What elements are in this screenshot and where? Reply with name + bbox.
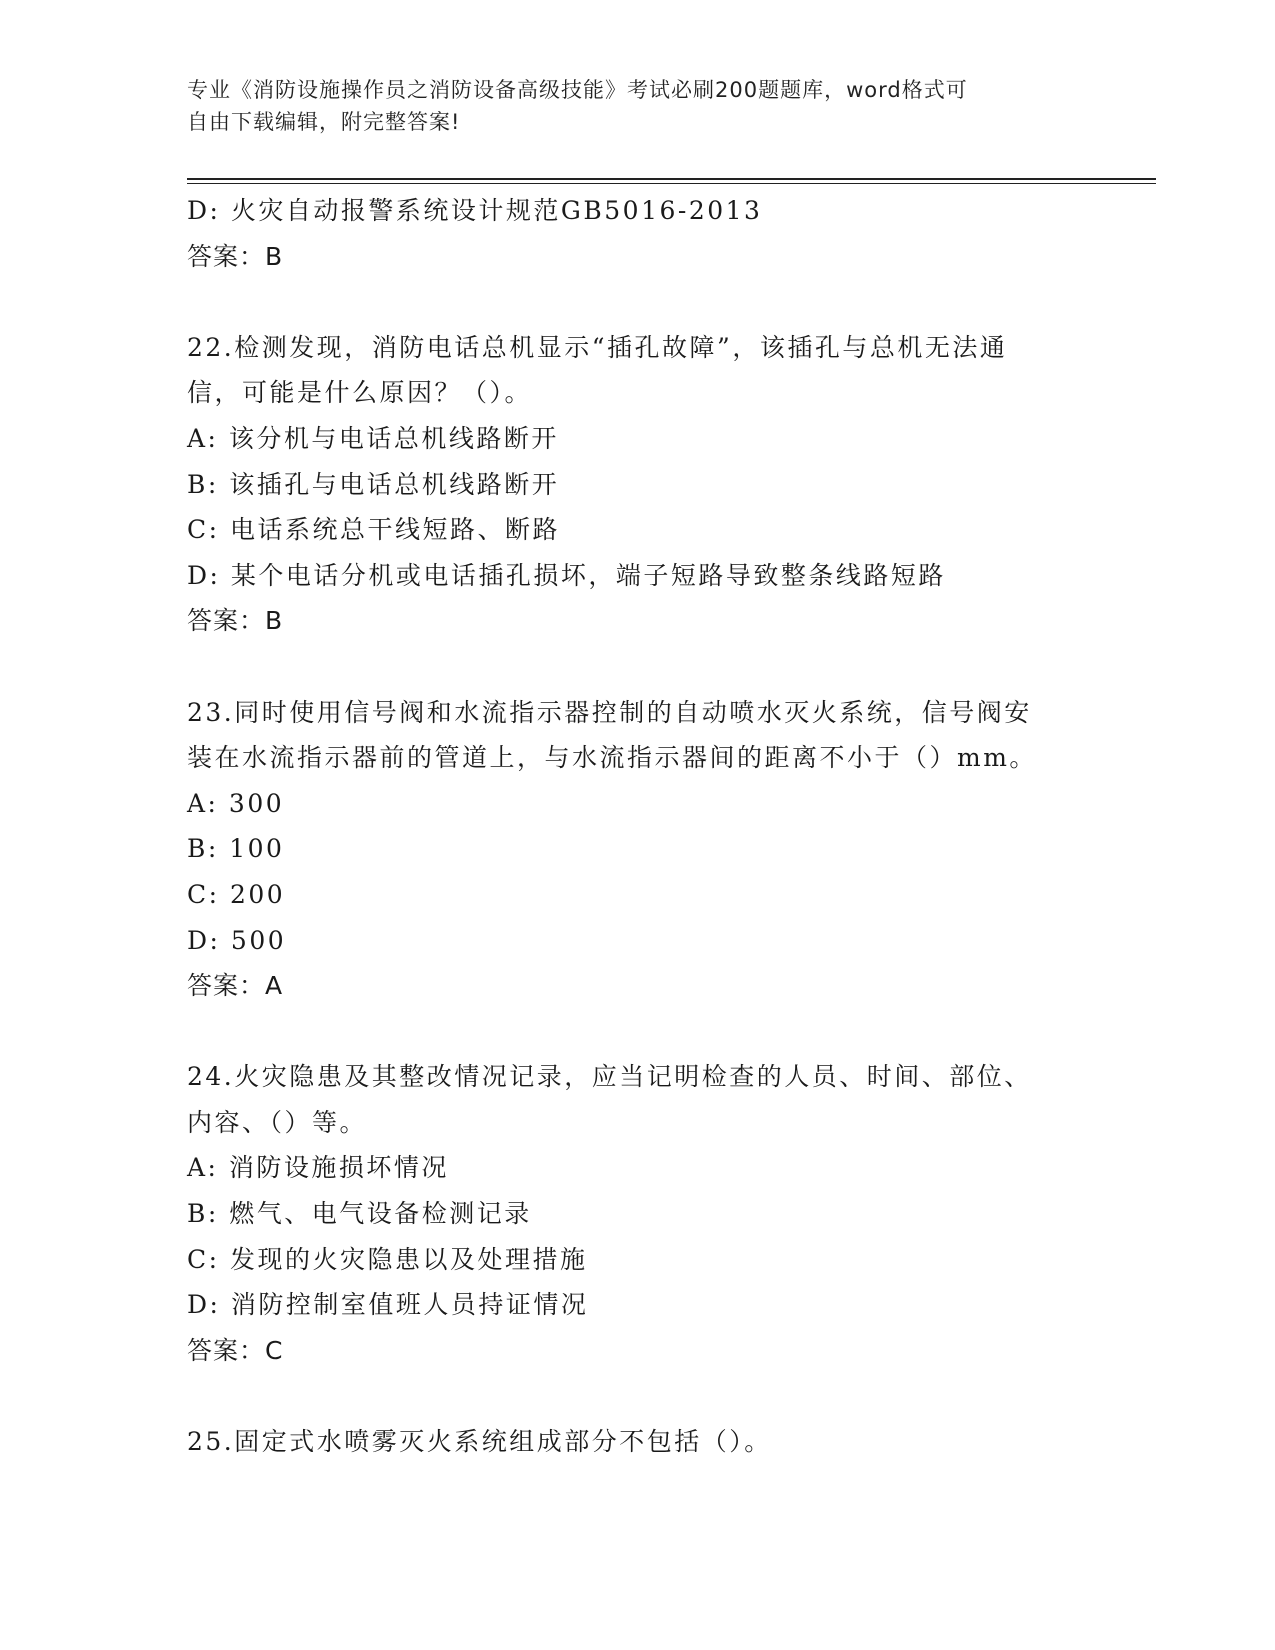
prev-question-option-d: D: 火灾自动报警系统设计规范GB5016-2013 bbox=[187, 196, 763, 225]
header-divider-thick bbox=[187, 178, 1156, 180]
option-d: D: 500 bbox=[187, 925, 287, 955]
question-answer: 答案：C bbox=[187, 1335, 284, 1365]
option-d: D: 某个电话分机或电话插孔损坏，端子短路导致整条线路短路 bbox=[187, 560, 946, 590]
question-23 bbox=[187, 690, 1087, 1009]
question-answer: 答案：A bbox=[187, 971, 284, 1001]
question-stem: 内容、（）等。 bbox=[187, 1107, 368, 1137]
option-b: B: 该插孔与电话总机线路断开 bbox=[187, 469, 560, 499]
question-stem: 25.固定式水喷雾灭火系统组成部分不包括（）。 bbox=[187, 1427, 772, 1457]
question-stem: 信，可能是什么原因？（）。 bbox=[187, 378, 533, 408]
option-b: B: 燃气、电气设备检测记录 bbox=[187, 1199, 532, 1229]
question-24 bbox=[187, 1054, 1087, 1373]
question-25 bbox=[187, 1419, 1087, 1465]
document-body bbox=[187, 188, 1087, 1465]
header-line-2: 自由下载编辑，附完整答案! bbox=[187, 110, 461, 134]
header-divider-thin bbox=[187, 183, 1156, 184]
question-stem: 23.同时使用信号阀和水流指示器控制的自动喷水灭火系统，信号阀安 bbox=[187, 697, 1032, 727]
question-stem: 24.火灾隐患及其整改情况记录，应当记明检查的人员、时间、部位、 bbox=[187, 1062, 1032, 1092]
prev-question-answer: 答案：B bbox=[187, 241, 284, 271]
document-header bbox=[187, 74, 1067, 138]
question-answer: 答案：B bbox=[187, 606, 284, 636]
option-a: A: 消防设施损坏情况 bbox=[187, 1153, 449, 1183]
option-c: C: 200 bbox=[187, 879, 286, 909]
option-c: C: 发现的火灾隐患以及处理措施 bbox=[187, 1244, 588, 1274]
option-a: A: 该分机与电话总机线路断开 bbox=[187, 423, 559, 453]
question-stem: 22.检测发现，消防电话总机显示“插孔故障”，该插孔与总机无法通 bbox=[187, 332, 1008, 362]
question-stem: 装在水流指示器前的管道上，与水流指示器间的距离不小于（）mm。 bbox=[187, 743, 1037, 773]
option-c: C: 电话系统总干线短路、断路 bbox=[187, 515, 560, 545]
question-22 bbox=[187, 325, 1087, 644]
option-a: A: 300 bbox=[187, 788, 285, 818]
header-line-1: 专业《消防设施操作员之消防设备高级技能》考试必刷200题题库，word格式可 bbox=[187, 78, 968, 102]
option-d: D: 消防控制室值班人员持证情况 bbox=[187, 1290, 589, 1320]
option-b: B: 100 bbox=[187, 834, 285, 864]
